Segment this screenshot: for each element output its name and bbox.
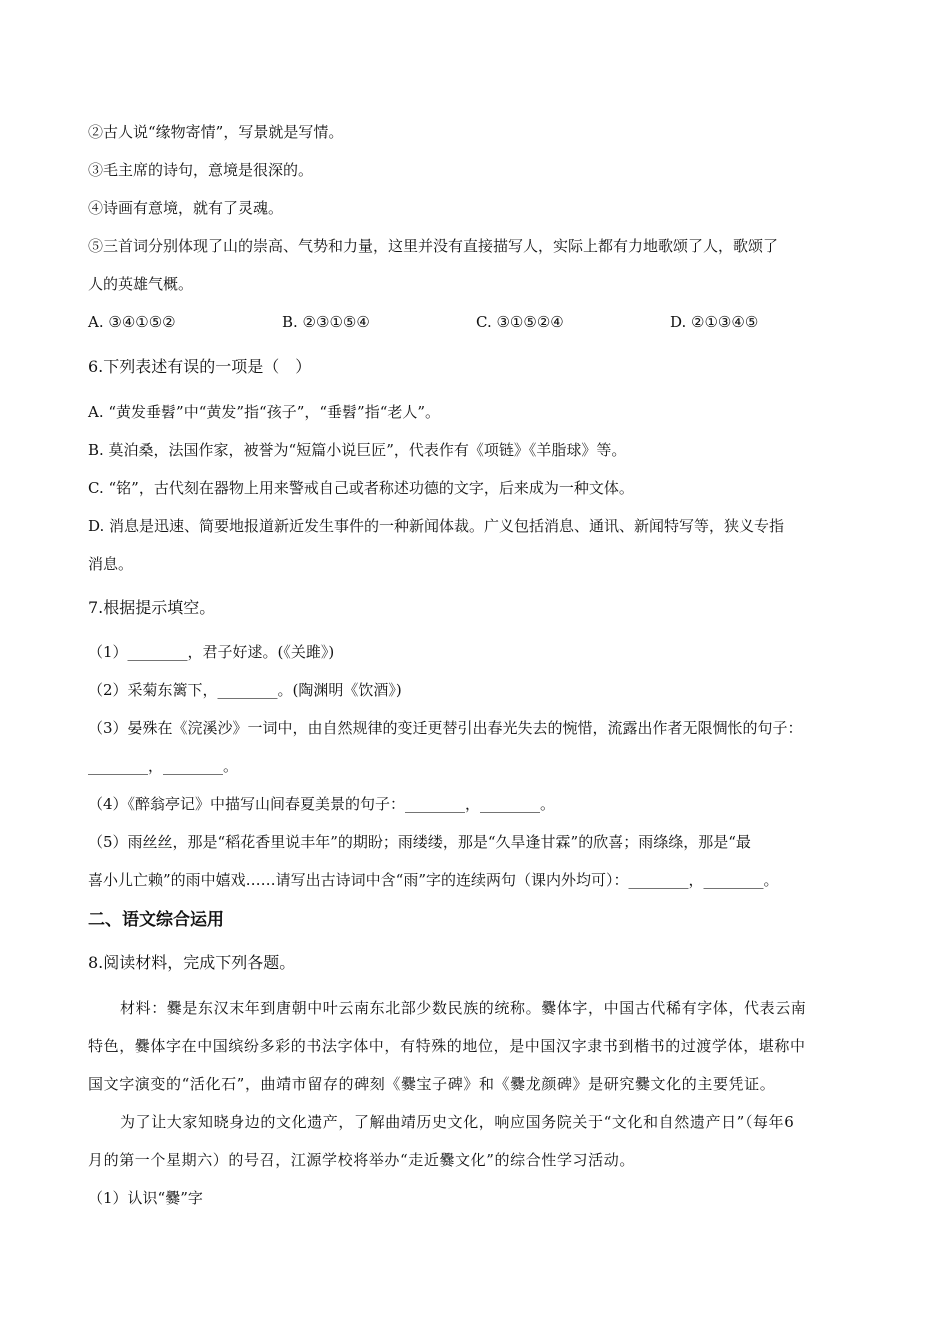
q6-option-d-line2[interactable]: 消息。 [88,555,134,573]
q6-stem: 6.下列表述有误的一项是（ ） [88,357,312,376]
q5-sentence-5-line1: ⑤三首词分别体现了山的崇高、气势和力量，这里并没有直接描写人，实际上都有力地歌颂了人，歌颂了 [88,237,779,255]
q7-part-1: （1）________，君子好逑。(《关雎》) [88,643,335,661]
q6-option-c[interactable]: C. “铭”，古代刻在器物上用来警戒自己或者称述功德的文字，后来成为一种文体。 [88,479,634,497]
q7-part-3-line2: ________，________。 [88,757,239,775]
q8-material-line1: 材料：爨是东汉末年到唐朝中叶云南东北部少数民族的统称。爨体字，中国古代稀有字体，代表云南 [120,999,807,1017]
q5-option-a[interactable]: A. ③④①⑤② [88,313,176,331]
q7-stem: 7.根据提示填空。 [88,598,216,617]
q5-sentence-2: ②古人说“缘物寄情”，写景就是写情。 [88,123,344,141]
q7-part-4: （4）《醉翁亭记》中描写山间春夏美景的句子：________，________。 [88,795,556,813]
q5-option-b[interactable]: B. ②③①⑤④ [282,313,370,331]
q5-sentence-3: ③毛主席的诗句，意境是很深的。 [88,161,314,179]
q8-stem: 8.阅读材料，完成下列各题。 [88,953,296,972]
q6-option-a[interactable]: A. “黄发垂髫”中“黄发”指“孩子”，“垂髫”指“老人”。 [88,403,441,421]
q5-sentence-5-line2: 人的英雄气概。 [88,275,194,293]
q8-material-line3: 国文字演变的“活化石”，曲靖市留存的碑刻《爨宝子碑》和《爨龙颜碑》是研究爨文化的主要凭证。 [88,1075,776,1093]
q5-option-c[interactable]: C. ③①⑤②④ [476,313,564,331]
q7-part-5-line2: 喜小儿亡赖”的雨中嬉戏……请写出古诗词中含“雨”字的连续两句（课内外均可）：________，________。 [88,871,779,889]
section-heading: 二、语文综合运用 [88,910,224,930]
q5-option-d[interactable]: D. ②①③④⑤ [670,313,759,331]
q6-option-d-line1[interactable]: D. 消息是迅速、简要地报道新近发生事件的一种新闻体裁。广义包括消息、通讯、新闻特写等，狭义专指 [88,517,785,535]
q5-sentence-4: ④诗画有意境，就有了灵魂。 [88,199,284,217]
q8-subquestion-1: （1）认识“爨”字 [88,1189,203,1207]
q7-part-2: （2）采菊东篱下，________。(陶渊明《饮酒》) [88,681,402,699]
q8-material-line5: 月的第一个星期六）的号召，江源学校将举办“走近爨文化”的综合性学习活动。 [88,1151,635,1169]
q7-part-5-line1: （5）雨丝丝，那是“稻花香里说丰年”的期盼；雨缕缕，那是“久旱逢甘霖”的欣喜；雨绦绦，那是“最 [88,833,751,851]
q6-option-b[interactable]: B. 莫泊桑，法国作家，被誉为“短篇小说巨匠”，代表作有《项链》《羊脂球》等。 [88,441,627,459]
q7-part-3-line1: （3）晏殊在《浣溪沙》一词中，由自然规律的变迁更替引出春光失去的惋惜，流露出作者无限惆怅的句子： [88,719,803,737]
q8-material-line2: 特色，爨体字在中国缤纷多彩的书法字体中，有特殊的地位，是中国汉字隶书到楷书的过渡学体，堪称中 [88,1037,806,1055]
q8-material-line4: 为了让大家知晓身边的文化遗产，了解曲靖历史文化，响应国务院关于“文化和自然遗产日”（每年6 [120,1113,795,1131]
q5-options [0,312,950,332]
